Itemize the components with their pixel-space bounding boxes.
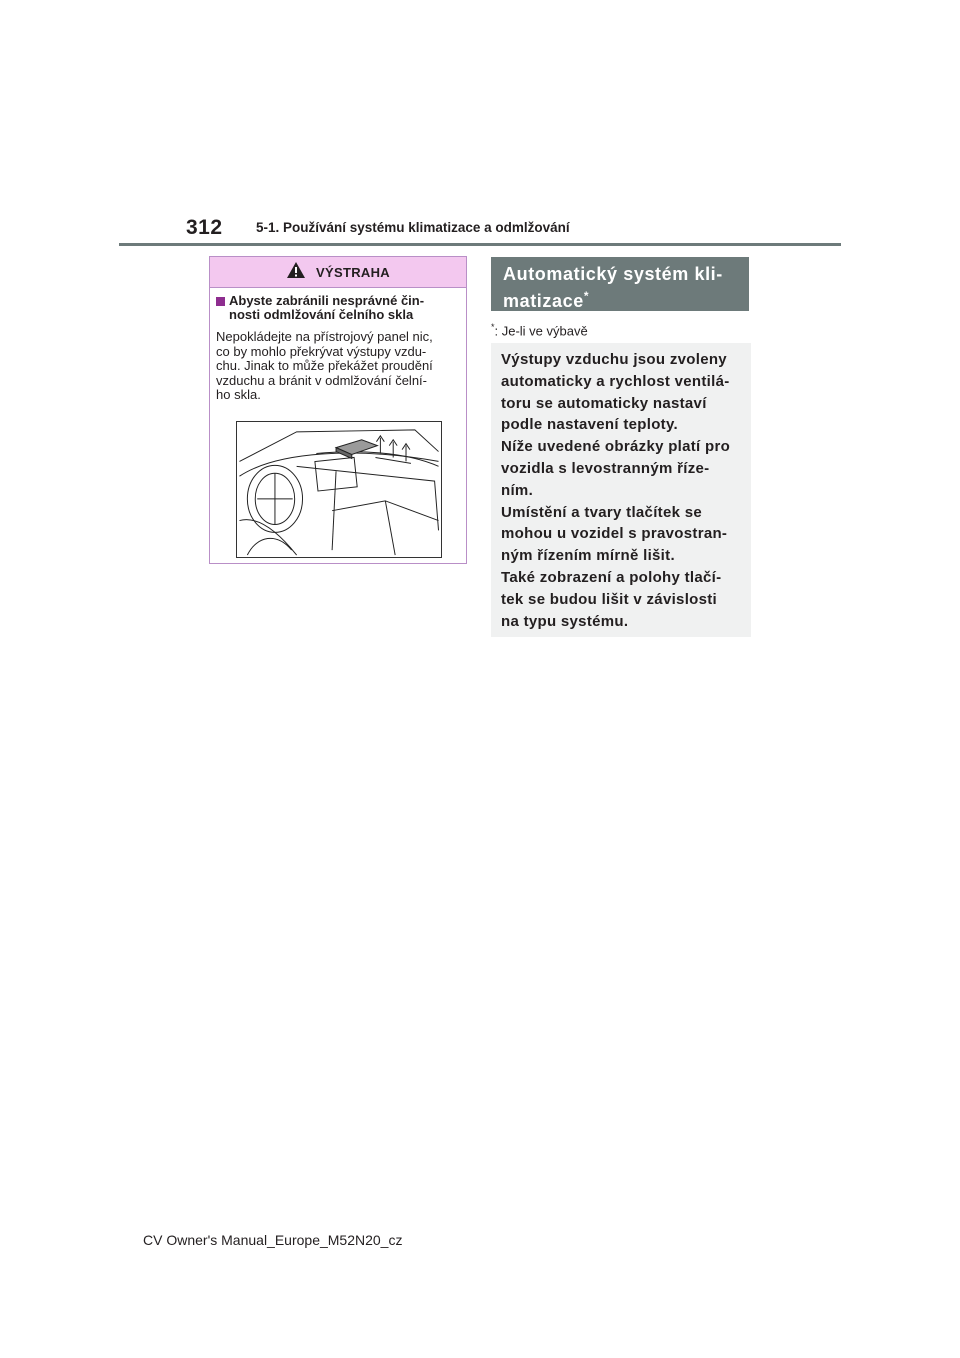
warning-text-line: Nepokládejte na přístrojový panel nic, — [216, 329, 433, 344]
warning-subheading-line: Abyste zabránili nesprávné čin- — [229, 293, 425, 308]
footnote-text: : Je-li ve výbavě — [494, 323, 588, 339]
section-title: 5-1. Používání systému klimatizace a odmlžování — [256, 220, 570, 235]
info-line: vozidla s levostranným říze- — [501, 459, 710, 477]
heading-line-2 — [503, 285, 737, 312]
info-line: na typu systému. — [501, 612, 629, 630]
info-line: toru se automaticky nastaví — [501, 394, 707, 412]
footnote — [491, 322, 588, 338]
page-number: 312 — [186, 216, 223, 239]
info-line: automaticky a rychlost ventilá- — [501, 372, 730, 390]
footer-text: CV Owner's Manual_Europe_M52N20_cz — [143, 1232, 403, 1248]
warning-triangle-icon — [286, 261, 306, 284]
warning-box — [209, 256, 467, 564]
info-line: Také zobrazení a polohy tlačí- — [501, 568, 722, 586]
footnote-mark: * — [491, 322, 495, 332]
info-line: ním. — [501, 481, 534, 499]
warning-subheading-line: nosti odmlžování čelního skla — [229, 307, 414, 322]
asterisk-mark: * — [583, 289, 590, 303]
dashboard-illustration — [236, 421, 442, 558]
info-line: Umístění a tvary tlačítek se — [501, 503, 702, 521]
info-line: Níže uvedené obrázky platí pro — [501, 438, 731, 456]
header-rule — [119, 243, 841, 246]
info-line: ným řízením mírně lišit. — [501, 547, 675, 565]
warning-text-line: vzduchu a bránit v odmlžování čelní- — [216, 372, 427, 388]
warning-header — [210, 257, 466, 288]
warning-text — [216, 330, 460, 403]
auto-climate-heading — [491, 257, 749, 311]
heading-line-1: Automatický systém kli- — [503, 264, 723, 284]
square-bullet-icon — [216, 297, 225, 306]
info-line: Výstupy vzduchu jsou zvoleny — [501, 351, 727, 368]
heading-line-2-text: matizace — [503, 291, 584, 311]
info-line: podle nastavení teploty. — [501, 416, 678, 434]
warning-subheading — [216, 294, 460, 322]
info-box — [491, 343, 751, 637]
warning-text-line: ho skla. — [216, 387, 261, 402]
warning-title: VÝSTRAHA — [316, 264, 390, 280]
warning-text-line: co by mohlo překrývat výstupy vzdu- — [216, 343, 427, 359]
info-line: tek se budou lišit v závislosti — [501, 590, 718, 608]
info-line: mohou u vozidel s pravostran- — [501, 525, 728, 543]
warning-text-line: chu. Jinak to může překážet proudění — [216, 358, 433, 373]
